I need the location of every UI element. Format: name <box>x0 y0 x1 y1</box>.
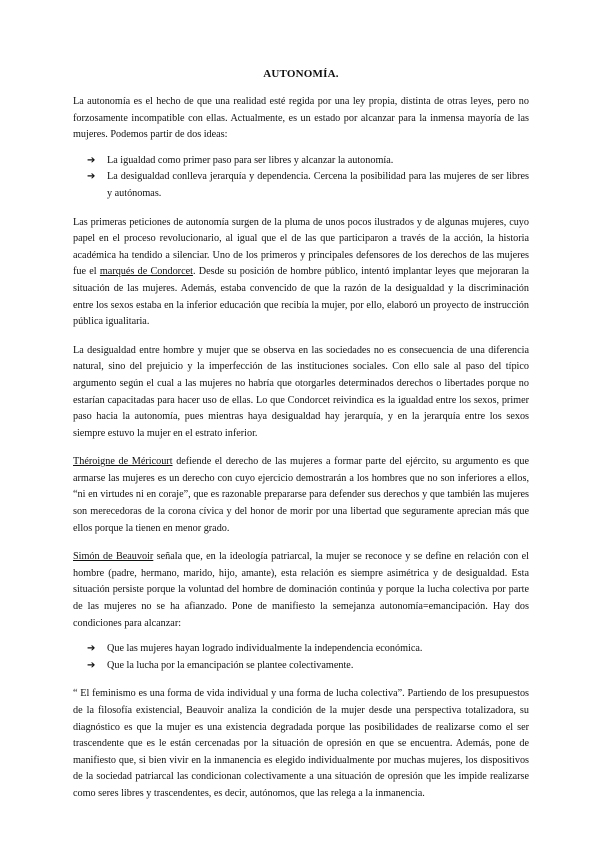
list-item <box>87 641 529 658</box>
list-item <box>87 169 529 202</box>
arrow-right-icon: ➔ <box>87 643 96 655</box>
list-item-text: Que las mujeres hayan logrado individualmente la independencia económica. <box>107 643 423 655</box>
arrow-right-icon: ➔ <box>87 659 96 671</box>
document-page <box>73 68 529 803</box>
list-item-text: Que la lucha por la emancipación se plantee colectivamente. <box>107 659 354 671</box>
list-item <box>87 658 529 675</box>
beauvoir-paragraph <box>73 549 529 632</box>
arrow-right-icon: ➔ <box>87 154 96 166</box>
ideas-list <box>73 153 529 203</box>
list-item-text: La igualdad como primer paso para ser libres y alcanzar la autonomía. <box>107 154 394 166</box>
mericourt-reference: Théroigne de Méricourt <box>73 456 173 468</box>
condorcet-reference: marqués de Condorcet <box>99 266 193 278</box>
inequality-paragraph: La desigualdad entre hombre y mujer que se observa en las sociedades no es consecuencia de una diferencia natural, sino del prejuicio y la imperfección de las instituciones sociales. Con ello sale al paso del típico argumento según el cual a las mujeres no habría que otorgarles determinados derechos o libertades porque no estarían capacitadas para hacer uso de ellas. Lo que Condorcet reivindica es la igualdad entre los sexos, primer paso hacia la autonomía, pues mientras haya desigualdad hay jerarquía, y en la jerarquía entre los sexos siempre estuvo la mujer en el estrato inferior. <box>73 344 529 439</box>
feminism-quote-paragraph: “ El feminismo es una forma de vida individual y una forma de lucha colectiva”. Partiendo de los presupuestos de la filosofía existencial, Beauvoir analiza la condición de la mujer desde una perspectiva totalizadora, su diagnóstico es que la mujer es una existencia degradada porque las posibilidades de realizarse como el ser trascendente que es le están cercenadas por la situación de opresión en que se encuentra. Además, pone de manifiesto que, si bien vivir en la inmanencia es elegido individualmente por muchas mujeres, los dispositivos de la sociedad patriarcal las condicionan colectivamente a una situación de opresión que les impide realizarse como seres libres y trascendentes, es decir, autónomos, que las relega a la inmanencia. <box>73 688 529 799</box>
arrow-right-icon: ➔ <box>87 171 96 183</box>
paragraph-text: . Desde su posición de hombre público, intentó implantar leyes que mejoraran la situación de las mujeres. Además, estaba convencido de que la razón de la desigualdad y la discriminación entre los sexos estaba en la inferior educación que recibía la mujer, por ello, elaboró un proyecto de instrucción pública igualitaria. <box>73 266 529 328</box>
condorcet-paragraph <box>73 215 529 331</box>
list-item-text: La desigualdad conlleva jerarquía y dependencia. Cercena la posibilidad para las mujeres de ser libres y autónomas. <box>107 171 529 199</box>
intro-paragraph: La autonomía es el hecho de que una realidad esté regida por una ley propia, distinta de otras leyes, pero no forzosamente incompatible con ellas. Actualmente, es un estado por alcanzar para la inmensa mayoría de las mujeres. Podemos partir de dos ideas: <box>73 96 529 141</box>
paragraph-text: defiende el derecho de las mujeres a formar parte del ejército, su argumento es que armarse las mujeres es un derecho con cuyo ejercicio demostrarán a los hombres que no son inferiores a ellos, “ni en virtudes ni en coraje”, que es razonable prepararse para defender sus derechos y que también las mujeres son merecedoras de la corona cívica y del honor de morir por una libertad que seguramente aprecian más que ellos porque la tienen en menor grado. <box>73 456 529 534</box>
paragraph-text: Las primeras peticiones de autonomía surgen de la pluma de unos pocos ilustrados y de algunas mujeres, cuyo papel en el proceso revolucionario, al igual que el de las que participaron a través de la acción, la historia académica ha tendido a silenciar. Uno de los primeros y principales defensores de los derechos de las mujeres fue el <box>73 216 529 278</box>
conditions-list <box>73 641 529 674</box>
paragraph-text: señala que, en la ideología patriarcal, la mujer se reconoce y se define en relación con el hombre (padre, hermano, marido, hijo, amante), esta relación es siempre asimétrica y de desigualdad. Esta situación persiste porque la voluntad del hombre de dominación continúa y porque la lucha colectiva por parte de las mujeres no se ha afianzado. Pone de manifiesto la semejanza autonomía=emancipación. Hay dos condiciones para alcanzar: <box>73 551 529 629</box>
document-title: AUTONOMÍA. <box>263 68 339 80</box>
list-item <box>87 153 529 170</box>
beauvoir-reference: Simón de Beauvoir <box>73 551 154 563</box>
mericourt-paragraph <box>73 454 529 537</box>
